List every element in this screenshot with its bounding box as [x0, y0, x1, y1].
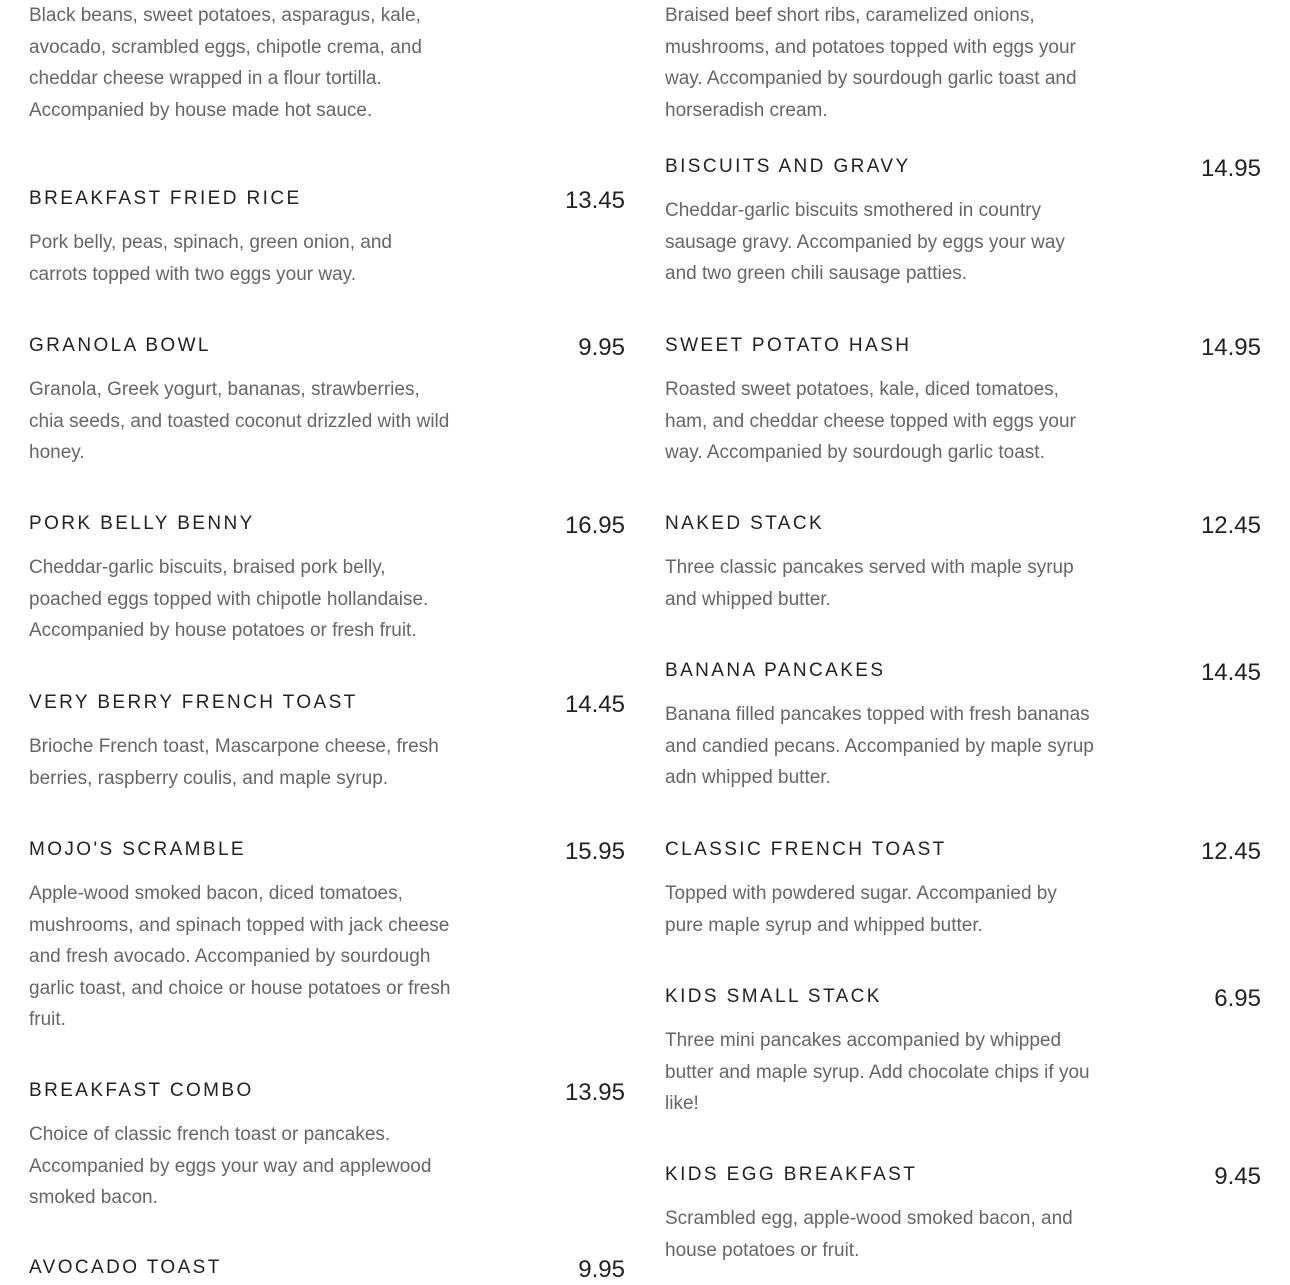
menu-item-name: NAKED STACK — [665, 513, 825, 534]
menu-item-description: Apple-wood smoked bacon, diced tomatoes, mushrooms, and spinach topped with jack cheese and fresh avocado. Accompanied by sourdough garlic toast, and choice or house potatoes or fresh fruit. — [29, 883, 451, 1030]
menu-item-header — [665, 333, 1261, 363]
menu-item — [665, 837, 1261, 941]
menu-item-description: Roasted sweet potatoes, kale, diced tomatoes, ham, and cheddar cheese topped with eggs your way. Accompanied by sourdough garlic toast. — [665, 379, 1076, 463]
menu-item-name: VERY BERRY FRENCH TOAST — [29, 692, 358, 713]
menu-item-header — [29, 837, 625, 867]
menu-item-description: Braised beef short ribs, caramelized onions, mushrooms, and potatoes topped with eggs your way. Accompanied by sourdough garlic toast and horseradish cream. — [665, 5, 1077, 121]
menu-item — [29, 837, 625, 1036]
menu-item-name: BISCUITS AND GRAVY — [665, 156, 911, 177]
menu-item-price: 9.95 — [578, 334, 625, 361]
menu-item-header — [29, 1078, 625, 1108]
menu-item-name: SWEET POTATO HASH — [665, 335, 912, 356]
menu-item-name: KIDS EGG BREAKFAST — [665, 1164, 918, 1185]
menu-item — [665, 0, 1261, 126]
menu-item-description: Granola, Greek yogurt, bananas, strawberries, chia seeds, and toasted coconut drizzled with wild honey. — [29, 379, 450, 463]
menu-item-name: AVOCADO TOAST — [29, 1257, 222, 1278]
menu-item-name: BREAKFAST FRIED RICE — [29, 188, 302, 209]
menu-item-header — [665, 658, 1261, 688]
menu-item-description: Black beans, sweet potatoes, asparagus, kale, avocado, scrambled eggs, chipotle crema, and cheddar cheese wrapped in a flour tortilla. Accompanied by house made hot sauce. — [29, 5, 422, 121]
menu-item — [665, 154, 1261, 290]
menu-item-price: 15.95 — [564, 838, 625, 865]
menu-item — [665, 1162, 1261, 1266]
menu-item-price: 12.45 — [1200, 838, 1261, 865]
menu-item-price: 14.45 — [1200, 659, 1261, 686]
menu-item-description: Three classic pancakes served with maple syrup and whipped butter. — [665, 557, 1074, 610]
menu-item-header — [665, 837, 1261, 867]
menu-item-header — [29, 511, 625, 541]
menu-item-description: Cheddar-garlic biscuits smothered in country sausage gravy. Accompanied by eggs your way and two green chili sausage patties. — [665, 200, 1065, 284]
menu-item-description: Pork belly, peas, spinach, green onion, and carrots topped with two eggs your way. — [29, 232, 392, 285]
menu-item-price: 9.95 — [578, 1256, 625, 1283]
menu-item-description: Topped with powdered sugar. Accompanied by pure maple syrup and whipped butter. — [665, 883, 1057, 936]
menu-item-description: Brioche French toast, Mascarpone cheese, fresh berries, raspberry coulis, and maple syrup. — [29, 736, 439, 789]
menu-item — [665, 658, 1261, 794]
menu-item — [29, 333, 625, 469]
menu-item-name: MOJO'S SCRAMBLE — [29, 839, 246, 860]
menu-item-name: PORK BELLY BENNY — [29, 513, 255, 534]
menu-item-price: 9.45 — [1214, 1163, 1261, 1190]
menu-item-name: BANANA PANCAKES — [665, 660, 886, 681]
menu-item-price: 13.45 — [564, 187, 625, 214]
menu-item — [29, 690, 625, 794]
menu-item-price: 6.95 — [1214, 985, 1261, 1012]
menu-item-description: Scrambled egg, apple-wood smoked bacon, and house potatoes or fruit. — [665, 1208, 1073, 1261]
menu-item-description: Three mini pancakes accompanied by whipped butter and maple syrup. Add chocolate chips if you like! — [665, 1030, 1090, 1114]
menu-item-price: 14.95 — [1200, 155, 1261, 182]
menu-item-header — [29, 333, 625, 363]
menu-item — [29, 511, 625, 647]
menu-item-header — [665, 984, 1261, 1014]
menu-item-header — [665, 154, 1261, 184]
menu-item-description: Cheddar-garlic biscuits, braised pork belly, poached eggs topped with chipotle hollandaise. Accompanied by house potatoes or fresh fruit. — [29, 557, 429, 641]
menu-item-name: BREAKFAST COMBO — [29, 1080, 254, 1101]
menu-item-header — [29, 186, 625, 216]
menu-item-name: GRANOLA BOWL — [29, 335, 211, 356]
menu-item-header — [29, 690, 625, 720]
menu-item-description: Choice of classic french toast or pancakes. Accompanied by eggs your way and applewood smoked bacon. — [29, 1124, 432, 1208]
menu-item — [29, 186, 625, 290]
menu-item — [665, 984, 1261, 1120]
menu-item-price: 16.95 — [564, 512, 625, 539]
menu-item — [665, 333, 1261, 469]
menu-item — [29, 1255, 625, 1285]
menu-item-name: KIDS SMALL STACK — [665, 986, 882, 1007]
menu-item-name: CLASSIC FRENCH TOAST — [665, 839, 947, 860]
menu-item-price: 13.95 — [564, 1079, 625, 1106]
menu-item — [29, 1078, 625, 1214]
menu-item-price: 14.95 — [1200, 334, 1261, 361]
menu-item-price: 12.45 — [1200, 512, 1261, 539]
menu-item-header — [665, 511, 1261, 541]
menu-item-header — [665, 1162, 1261, 1192]
menu-item-header — [29, 1255, 625, 1285]
menu-item — [665, 511, 1261, 615]
menu-item — [29, 0, 625, 126]
menu-item-price: 14.45 — [564, 691, 625, 718]
menu-item-description: Banana filled pancakes topped with fresh bananas and candied pecans. Accompanied by maple syrup adn whipped butter. — [665, 704, 1094, 788]
